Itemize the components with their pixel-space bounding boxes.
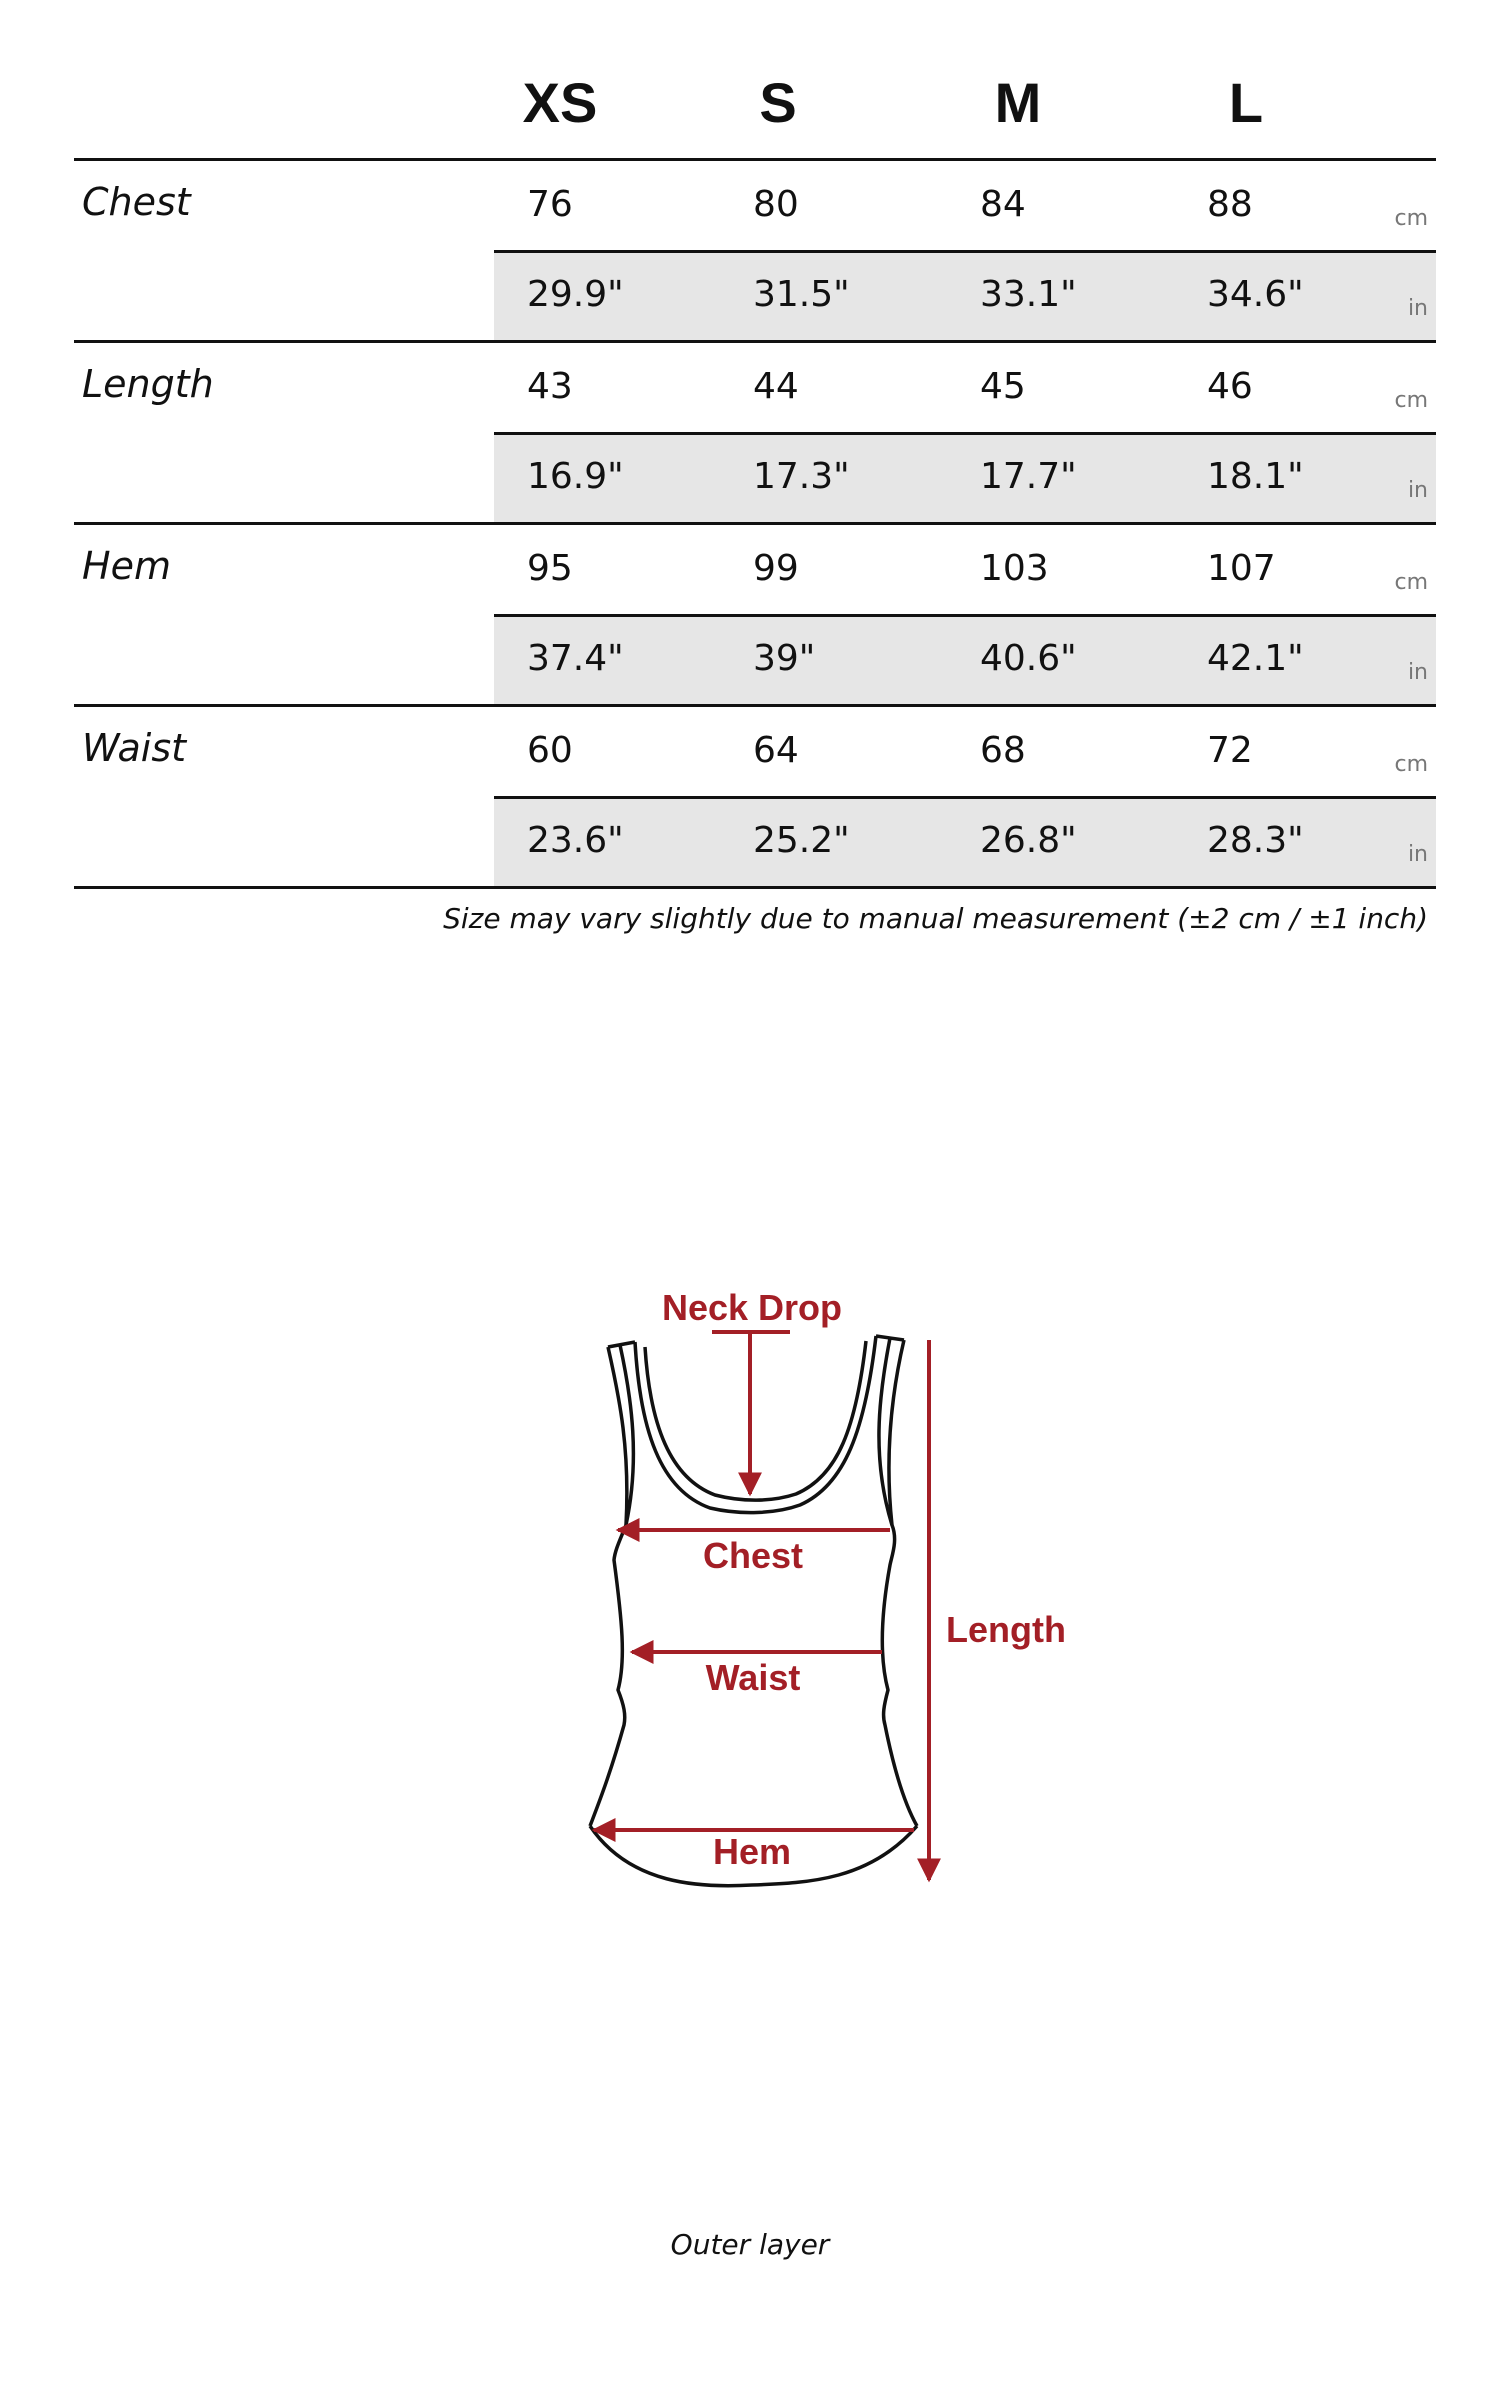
size-header-m: M — [994, 71, 1042, 134]
waist-in-l: 28.3" — [1207, 820, 1304, 861]
chest-in-m: 33.1" — [980, 274, 1077, 315]
length-cm-xs: 43 — [527, 366, 573, 407]
length-cm-m: 45 — [980, 366, 1026, 407]
unit-in: in — [1407, 478, 1428, 503]
hem-in-xs: 37.4" — [527, 638, 624, 679]
waist-cm-l: 72 — [1207, 730, 1253, 771]
measure-label-waist: Waist — [82, 726, 187, 770]
measure-label-length: Length — [82, 362, 214, 406]
unit-cm: cm — [1394, 752, 1428, 777]
waist-in-xs: 23.6" — [527, 820, 624, 861]
size-header-l: L — [1228, 71, 1264, 134]
measure-label-chest: Chest — [82, 180, 191, 224]
chest-cm-l: 88 — [1207, 184, 1253, 225]
chest-cm-m: 84 — [980, 184, 1026, 225]
waist-cm-xs: 60 — [527, 730, 573, 771]
unit-in: in — [1407, 842, 1428, 867]
hem-cm-m: 103 — [980, 548, 1049, 589]
hem-cm-l: 107 — [1207, 548, 1276, 589]
neck-drop-label: Neck Drop — [661, 1287, 843, 1328]
hem-cm-xs: 95 — [527, 548, 573, 589]
unit-cm: cm — [1394, 570, 1428, 595]
chest-in-s: 31.5" — [753, 274, 850, 315]
unit-in: in — [1407, 296, 1428, 321]
hem-cm-s: 99 — [753, 548, 799, 589]
chest-cm-xs: 76 — [527, 184, 573, 225]
unit-in: in — [1407, 660, 1428, 685]
waist-cm-m: 68 — [980, 730, 1026, 771]
diagram-caption: Outer layer — [670, 2228, 830, 2261]
measure-label-hem: Hem — [82, 544, 171, 588]
length-in-s: 17.3" — [753, 456, 850, 497]
waist-in-s: 25.2" — [753, 820, 850, 861]
length-in-l: 18.1" — [1207, 456, 1304, 497]
waist-cm-s: 64 — [753, 730, 799, 771]
unit-cm: cm — [1394, 388, 1428, 413]
chest-label: Chest — [702, 1535, 804, 1576]
size-header-xs: XS — [522, 71, 598, 134]
waist-in-m: 26.8" — [980, 820, 1077, 861]
chest-in-xs: 29.9" — [527, 274, 624, 315]
tank-top-outline — [590, 1336, 917, 1886]
hem-in-s: 39" — [753, 638, 816, 679]
length-in-m: 17.7" — [980, 456, 1077, 497]
unit-cm: cm — [1394, 206, 1428, 231]
length-label: Length — [946, 1609, 1066, 1650]
length-cm-l: 46 — [1207, 366, 1253, 407]
chest-cm-s: 80 — [753, 184, 799, 225]
measurement-note: Size may vary slightly due to manual measurement (±2 cm / ±1 inch) — [443, 902, 1428, 935]
hem-in-m: 40.6" — [980, 638, 1077, 679]
waist-label: Waist — [705, 1657, 801, 1698]
length-cm-s: 44 — [753, 366, 799, 407]
length-in-xs: 16.9" — [527, 456, 624, 497]
hem-in-l: 42.1" — [1207, 638, 1304, 679]
hem-label: Hem — [712, 1831, 792, 1872]
chest-in-l: 34.6" — [1207, 274, 1304, 315]
size-header-s: S — [759, 71, 797, 134]
